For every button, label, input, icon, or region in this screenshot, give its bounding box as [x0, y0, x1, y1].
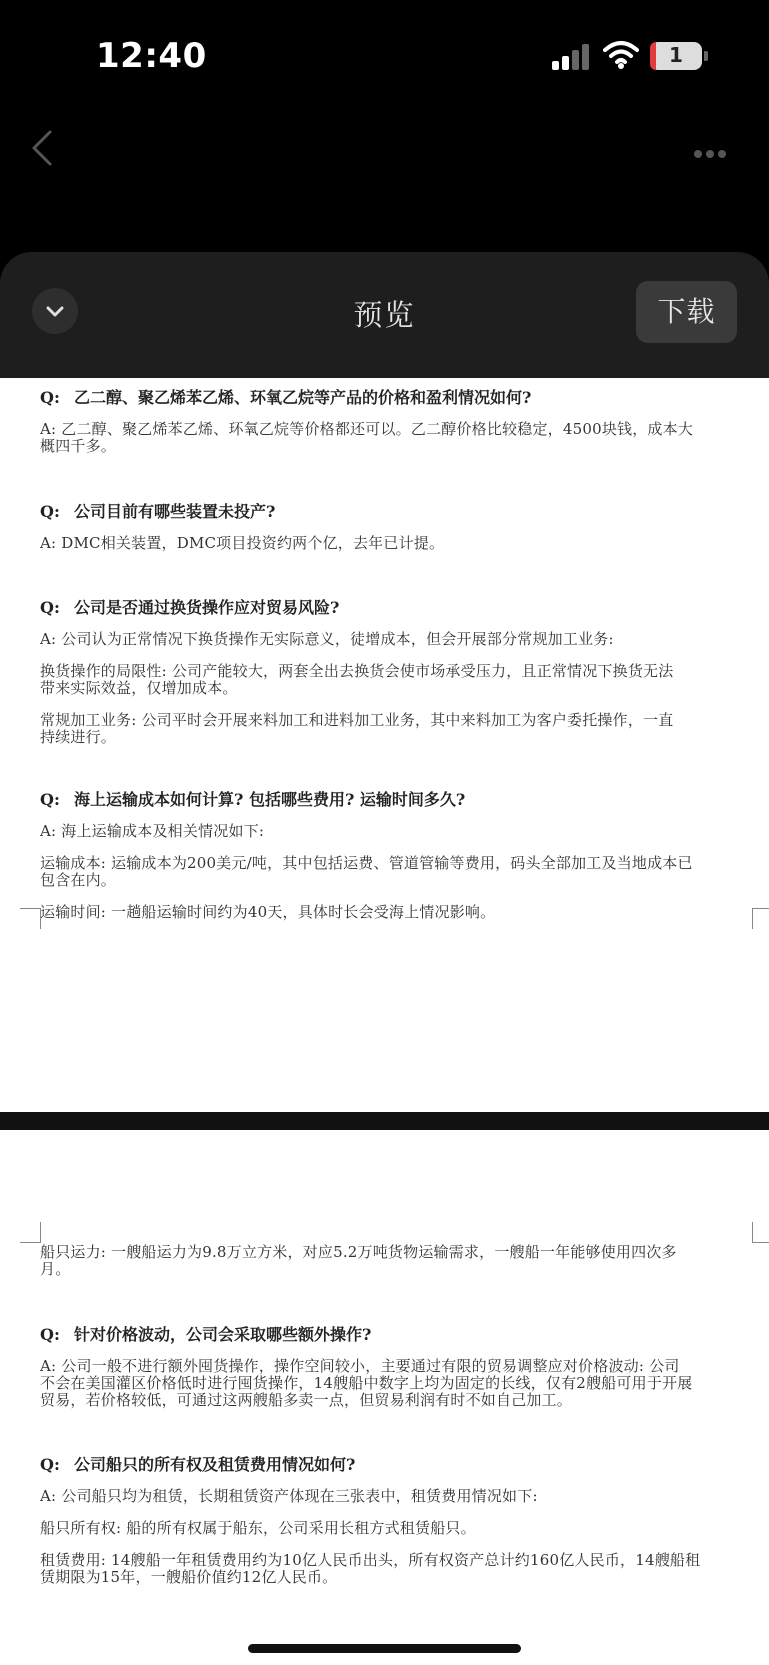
status-time: 12:40: [96, 36, 207, 76]
page-title: 预览: [353, 298, 416, 332]
continuation-text: 船只运力: 一艘船运力为9.8万立方米，对应5.2万吨货物运输需求，一艘船一年能够使用四次多 月。: [40, 1243, 677, 1278]
chevron-left-icon[interactable]: [28, 128, 56, 168]
status-bar: [0, 0, 769, 110]
answer: 带来实际效益，仅增加成本。: [40, 679, 238, 697]
answer: A: 公司认为正常情况下换货操作无实际意义，徒增成本，但会开展部分常规加工业务:: [40, 630, 614, 648]
document-page: [0, 1130, 769, 1665]
preview-sheet: [0, 252, 769, 1665]
more-dots-icon[interactable]: [694, 143, 734, 153]
question: Q: 公司是否通过换货操作应对贸易风险?: [40, 598, 340, 617]
qa-item: [40, 598, 752, 746]
qa-item: [40, 790, 752, 921]
download-button[interactable]: 下载: [636, 281, 737, 343]
question: Q: 海上运输成本如何计算? 包括哪些费用? 运输时间多久?: [40, 790, 466, 809]
answer: A: DMC相关装置，DMC项目投资约两个亿，去年已计提。: [40, 534, 445, 552]
answer: A: 海上运输成本及相关情况如下:: [40, 822, 265, 840]
battery-cap: [704, 51, 708, 61]
answer: 运输时间: 一趟船运输时间约为40天，具体时长会受海上情况影响。: [40, 903, 496, 921]
question: Q: 乙二醇、聚乙烯苯乙烯、环氧乙烷等产品的价格和盈利情况如何?: [40, 388, 532, 407]
answer: 持续进行。: [40, 728, 117, 746]
answer: 贸易，若价格较低，可通过这两艘船多卖一点，但贸易利润有时不如自己加工。: [40, 1391, 573, 1409]
sheet-header: [0, 252, 769, 377]
answer: 运输成本: 运输成本为200美元/吨，其中包括运费、管道管输等费用，码头全部加工及当地成本已: [40, 854, 693, 872]
qa-item: [40, 502, 752, 552]
question: Q: 公司目前有哪些装置未投产?: [40, 502, 276, 521]
battery-level: 1: [669, 43, 683, 67]
answer: A: 乙二醇、聚乙烯苯乙烯、环氧乙烷等价格都还可以。乙二醇价格比较稳定，4500块钱，成本大: [40, 420, 694, 438]
answer: A: 公司一般不进行额外囤货操作，操作空间较小，主要通过有限的贸易调整应对价格波动: 公司: [40, 1357, 680, 1375]
page-divider: [0, 1112, 769, 1130]
qa-item: [40, 1455, 752, 1586]
qa-item: [40, 388, 752, 455]
signal-icon: [552, 42, 592, 70]
answer: 租赁费用: 14艘船一年租赁费用约为10亿人民币出头，所有权资产总计约160亿人民币，14艘船租: [40, 1551, 701, 1569]
answer: 赁期限为15年，一艘船价值约12亿人民币。: [40, 1568, 338, 1586]
crop-mark: [20, 1222, 41, 1243]
battery-icon: [650, 42, 702, 70]
answer: A: 公司船只均为租赁，长期租赁资产体现在三张表中，租赁费用情况如下:: [40, 1487, 538, 1505]
answer: 不会在美国灌区价格低时进行囤货操作，14艘船中数字上均为固定的长线，仅有2艘船可用于开展: [40, 1374, 693, 1392]
answer: 概四千多。: [40, 437, 117, 455]
home-indicator[interactable]: [248, 1644, 521, 1653]
answer: 换货操作的局限性: 公司产能较大，两套全出去换货会使市场承受压力，且正常情况下换货无法: [40, 662, 674, 680]
crop-mark: [752, 908, 769, 929]
crop-mark: [752, 1222, 769, 1243]
crop-mark: [20, 908, 41, 929]
question: Q: 针对价格波动，公司会采取哪些额外操作?: [40, 1325, 372, 1344]
answer: 常规加工业务: 公司平时会开展来料加工和进料加工业务，其中来料加工为客户委托操作，一直: [40, 711, 674, 729]
answer: 船只所有权: 船的所有权属于船东，公司采用长租方式租赁船只。: [40, 1519, 476, 1537]
wifi-icon: [603, 40, 639, 70]
document-page: [0, 378, 769, 1112]
answer: 包含在内。: [40, 871, 117, 889]
qa-item: [40, 1325, 752, 1409]
question: Q: 公司船只的所有权及租赁费用情况如何?: [40, 1455, 356, 1474]
